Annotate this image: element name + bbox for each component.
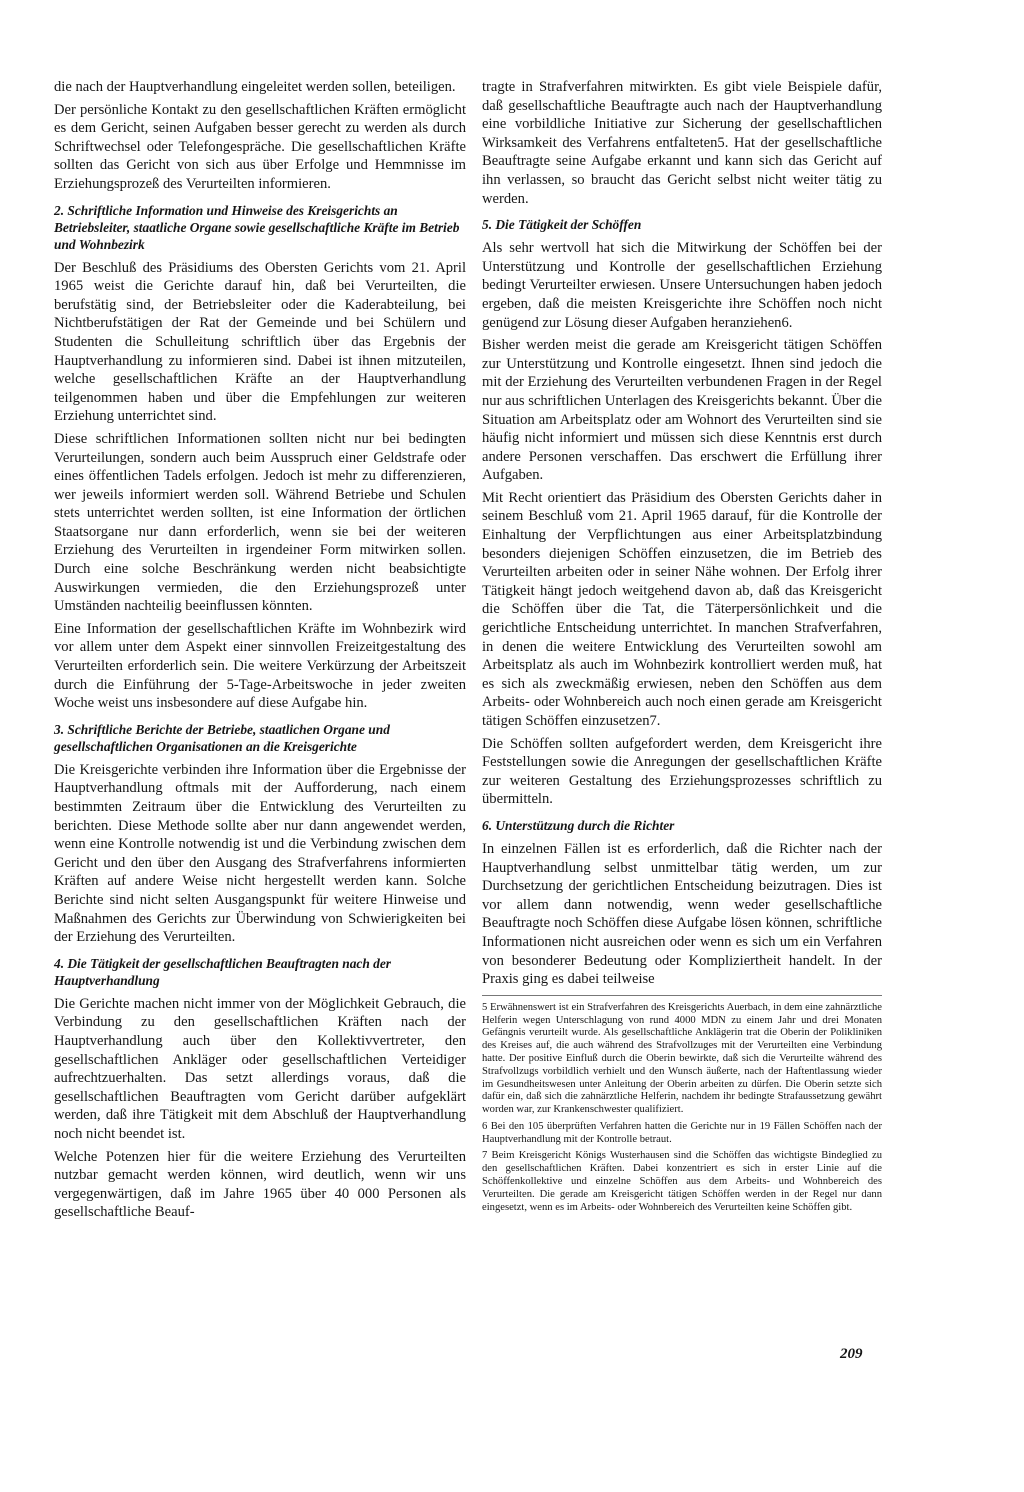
paragraph: Mit Recht orientiert das Präsidium des Obersten Gerichts daher in seinem Beschluß vom 21. April 1965 darauf, für die Kontrolle der Einhaltung der Verpflichtungen aus einer Arbeitsplatzbindung besonders diejenigen Schöffen einzusetzen, die im Betrieb des Verurteilten arbeiten oder in seiner Nähe wohnen. Der Erfolg ihrer Tätigkeit hängt jedoch weitgehend davon ab, daß das Kreisgericht die Schöffen über die Tat, die Täterpersönlichkeit und die gerichtliche Entscheidung unterrichtet. In manchen Strafverfahren, in denen die weitere Entwicklung des Verurteilten sowohl am Arbeitsplatz als auch im Wohnbezirk kontrolliert werden muß, hat es sich als zweckmäßig erwiesen, neben den Schöffen aus dem Arbeits- oder Wohnbereich auch noch einen gerade am Kreisgericht tätigen Schöffen einzusetzen7. — [482, 489, 882, 729]
section-heading: 4. Die Tätigkeit der gesellschaftlichen Beauftragten nach der Hauptverhandlung — [54, 955, 391, 988]
paragraph: die nach der Hauptverhandlung eingeleitet werden sollen, beteiligen. — [54, 79, 456, 95]
footnote: 7 Beim Kreisgericht Königs Wusterhausen sind die Schöffen das wichtigste Bindeglied zu den gesellschaftlichen Kräften. Dabei konzentriert es sich in erster Linie auf die Schöffenkollektive und einzelne Schöffen aus dem Arbeits- und Wohnbereich des Verurteilten. Die gerade am Kreisgericht tätigen Schöffen werden in der Regel nur dann eingesetzt, wenn es im Arbeits- oder Wohnbereich des Verurteilten keine Schöffen gibt. — [482, 1150, 882, 1213]
section-heading: 2. Schriftliche Information und Hinweise des Kreisgerichts an Betriebsleiter, staatliche Organe sowie gesellschaftliche Kräfte im Betrieb und Wohnbezirk — [54, 202, 460, 252]
paragraph: Als sehr wertvoll hat sich die Mitwirkung der Schöffen bei der Unterstützung und Kontrolle der gesellschaftlichen Erziehung bedingt Verurteilter erwiesen. Unsere Untersuchungen haben jedoch ergeben, daß die meisten Kreisgerichte ihre Schöffen noch nicht genügend zur Lösung dieser Aufgaben heranziehen6. — [482, 240, 882, 331]
left-column — [54, 78, 466, 1226]
paragraph: Die Kreisgerichte verbinden ihre Information über die Ergebnisse der Hauptverhandlung oftmals mit der Aufforderung, nach einem bestimmten Zeitraum über die Entwicklung des Verurteilten zu berichten. Diese Methode sollte aber nur dann angewendet werden, wenn eine Kontrolle notwendig ist und die Verbindung zwischen dem Gericht und den über den Ausgang des Strafverfahrens informierten Kräften auf andere Weise nicht hergestellt werden kann. Solche Berichte sind nicht selten Ausgangspunkt für weitere Hinweise und Maßnahmen des Gerichts zur Überwindung von Schwierigkeiten bei der Erziehung des Verurteilten. — [54, 761, 466, 946]
paragraph: Die Schöffen sollten aufgefordert werden, dem Kreisgericht ihre Feststellungen sowie die Anregungen der gesellschaftlichen Kräfte zur weiteren Gestaltung des Erziehungsprozesses schriftlich zu übermitteln. — [482, 735, 882, 808]
right-column — [482, 78, 882, 1218]
section-heading: 3. Schriftliche Berichte der Betriebe, staatlichen Organe und gesellschaftlichen Organisationen an die Kreisgerichte — [54, 721, 390, 754]
right-column-body — [482, 78, 882, 989]
paragraph: Die Gerichte machen nicht immer von der Möglichkeit Gebrauch, die Verbindung zu den gesellschaftlichen Kräften nach der Hauptverhandlung auch über den Kollektivvertreter, den gesellschaftlichen Ankläger oder gesellschaftlichen Verteidiger aufrechtzuerhalten. Das setzt allerdings voraus, daß die gesellschaftlichen Beauftragten vom Gericht darüber aufgeklärt werden, daß ihre Tätigkeit mit dem Abschluß der Hauptverhandlung noch nicht beendet ist. — [54, 995, 466, 1142]
paragraph: Diese schriftlichen Informationen sollten nicht nur bei bedingten Verurteilungen, sondern auch beim Ausspruch einer Geldstrafe oder eines öffentlichen Tadels erfolgen. Jedoch ist mehr zu differenzieren, wer jeweils informiert werden soll. Während Betriebe und Schulen stets unterrichtet werden sollten, ist eine Information der örtlichen Staatsorgane nur dann erforderlich, wenn sie bei der weiteren Erziehung des Verurteilten in irgendeiner Form mitwirken sollen. Durch eine solche Beschränkung werden nicht beabsichtigte Auswirkungen vermieden, die den Erziehungsprozeß unter Umständen nachteilig beeinflussen könnten. — [54, 430, 466, 615]
paragraph: Welche Potenzen hier für die weitere Erziehung des Verurteilten nutzbar gemacht werden können, wird deutlich, wenn wir uns vergegenwärtigen, daß im Jahre 1965 über 40 000 Personen als gesellschaftliche Beauf- — [54, 1148, 466, 1221]
paragraph: Eine Information der gesellschaftlichen Kräfte im Wohnbezirk wird vor allem unter dem Aspekt einer sinnvollen Freizeitgestaltung des Verurteilten erforderlich sein. Die weitere Verkürzung der Arbeitszeit durch die Einführung der 5-Tage-Arbeitswoche in jeder zweiten Woche weist uns insbesondere auf diese Aufgabe hin. — [54, 620, 466, 712]
paragraph: Der Beschluß des Präsidiums des Obersten Gerichts vom 21. April 1965 weist die Gerichte darauf hin, daß bei Verurteilten, die berufstätig sind, der Betriebsleiter oder die Kaderabteilung, bei Nichtberufstätigen der Rat der Gemeinde und bei Schülern und Studenten die Schulleitung schriftlich über das Ergebnis der Hauptverhandlung zu informieren sind. Dabei ist ihnen mitzuteilen, welche gesellschaftlichen Kräfte an der Hauptverhandlung teilgenommen haben und über die Empfehlungen zur weiteren Erziehung unterrichtet sind. — [54, 259, 466, 425]
footnotes — [482, 995, 882, 1215]
paragraph: tragte in Strafverfahren mitwirkten. Es gibt viele Beispiele dafür, daß gesellschaftliche Beauftragte auch nach der Hauptverhandlung eine vorbildliche Initiative zur Sicherung der gesellschaftlichen Wirksamkeit des Verfahrens entfalteten5. Hat der gesellschaftliche Beauftragte seine Aufgabe erkannt und kann sich das Gericht auf ihn verlassen, so braucht das Gericht selbst nicht weiter tätig zu werden. — [482, 79, 882, 207]
footnote: 5 Erwähnenswert ist ein Strafverfahren des Kreisgerichts Auerbach, in dem eine zahnärztliche Helferin wegen Unterschlagung von rund 4000 MDN zu einem Jahr und drei Monaten Gefängnis verurteilt wurde. Als gesellschaftliche Anklägerin trat die Oberin der Polikliniken des Kreises auf, die auch während des Strafvollzuges mit der Verurteilten eine Verbindung hatte. Der positive Einfluß durch die Oberin bewirkte, daß sich die Verurteilte während des Strafvollzugs vorbildlich verhielt und den Wunsch äußerte, nach der Haftentlassung wieder im Gesundheitswesen unter Anleitung der Oberin arbeiten zu dürfen. Die Oberin setzte sich dafür ein, daß sich die zahnärztliche Helferin, nachdem ihr bedingte Strafaussetzung gewährt worden war, zur Krankenschwester qualifiziert. — [482, 1001, 882, 1116]
paragraph: Bisher werden meist die gerade am Kreisgericht tätigen Schöffen zur Unterstützung und Kontrolle eingesetzt. Ihnen sind jedoch die mit der Erziehung des Verurteilten verbundenen Fragen in der Regel nur aus schriftlichen Unterlagen des Kreisgerichts bekannt. Über die Situation am Arbeitsplatz oder am Wohnort des Verurteilten sind sie häufig nicht informiert und müssen sich diese Kenntnis erst durch andere Personen verschaffen. Das erschwert die Erfüllung ihrer Aufgaben. — [482, 337, 882, 484]
paragraph: In einzelnen Fällen ist es erforderlich, daß die Richter nach der Hauptverhandlung selbst unmittelbar tätig werden, um zur Durchsetzung der gerichtlichen Entscheidung beizutragen. Dies ist vor allem dann notwendig, wenn weder gesellschaftliche Beauftragte noch Schöffen diese Aufgabe lösen können, schriftliche Informationen nicht ausreichen oder wenn es sich um ein Verfahren von besonderer Bedeutung oder Kompliziertheit handelt. In der Praxis ging es dabei teilweise — [482, 840, 882, 988]
paragraph: Der persönliche Kontakt zu den gesellschaftlichen Kräften ermöglicht es dem Gericht, seinen Aufgaben besser gerecht zu werden als durch Schriftwechsel oder Telefongespräche. Die gesellschaftlichen Kräfte sollten das Gericht von sich aus über Erfolge und Hemmnisse im Erziehungsprozeß des Verurteilten informieren. — [54, 101, 466, 192]
section-heading: 5. Die Tätigkeit der Schöffen — [482, 217, 642, 233]
page-number: 209 — [840, 1346, 863, 1362]
section-heading: 6. Unterstützung durch die Richter — [482, 817, 675, 833]
footnote: 6 Bei den 105 überprüften Verfahren hatten die Gerichte nur in 19 Fällen Schöffen nach der Hauptverhandlung mit der Kontrolle betraut. — [482, 1120, 882, 1145]
